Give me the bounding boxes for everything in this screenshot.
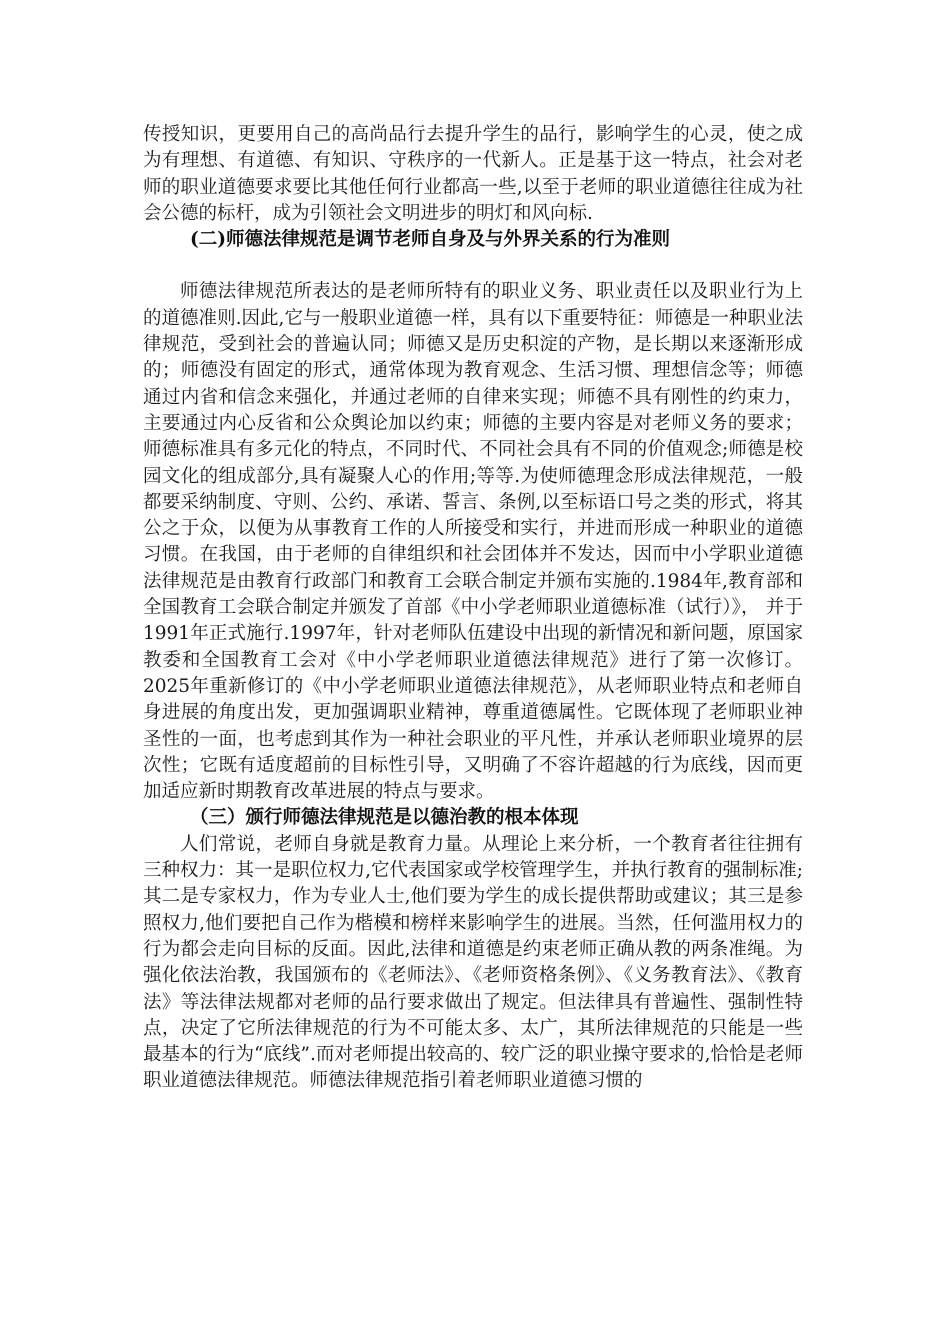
section-3-paragraph: 人们常说，老师自身就是教育力量。从理论上来分析，一个教育者往往拥有三种权力：其一是职位权力,它代表国家或学校管理学生，并执行教育的强制标准;其二是专家权力，作为专业人士,他们要为学生的成长提供帮助或建议；其三是参照权力,他们要把自己作为楷模和榜样来影响学生的进展。当然，任何滥用权力的行为都会走向目标的反面。因此,法律和道德是约束老师正确从教的两条准绳。为强化依法治教，我国颁布的《老师法》、《老师资格条例》、《义务教育法》、《教育法》等法律法规都对老师的品行要求做出了规定。但法律具有普遍性、强制性特点，决定了它所法律规范的行为不可能太多、太广，其所法律规范的只能是一些最基本的行为“底线”.而对老师提出较高的、较广泛的职业操守要求的,恰恰是老师职业道德法律规范。师德法律规范指引着老师职业道德习惯的 [143, 833, 803, 1092]
section-heading-3: （三）颁行师德法律规范是以德治教的根本体现 [190, 807, 579, 829]
paragraph-spacer [143, 253, 803, 279]
document-page [143, 122, 803, 1095]
section-2-paragraph: 师德法律规范所表达的是老师所特有的职业义务、职业责任以及职业行为上的道德准则.因此,它与一般职业道德一样，具有以下重要特征：师德是一种职业法律规范，受到社会的普遍认同；师德又是历史积淀的产物，是长期以来逐渐形成的；师德没有固定的形式，通常体现为教育观念、生活习惯、理想信念等；师德通过内省和信念来强化，并通过老师的自律来实现；师德不具有刚性的约束力，主要通过内心反省和公众舆论加以约束；师德的主要内容是对老师义务的要求；师德标准具有多元化的特点，不同时代、不同社会具有不同的价值观念;师德是校园文化的组成部分,具有凝聚人心的作用;等等.为使师德理念形成法律规范，一般都要采纳制度、守则、公约、承诺、誓言、条例,以至标语口号之类的形式，将其公之于众，以便为从事教育工作的人所接受和实行，并进而形成一种职业的道德习惯。在我国，由于老师的自律组织和社会团体并不发达，因而中小学职业道德法律规范是由教育行政部门和教育工会联合制定并颁布实施的.1984年,教育部和全国教育工会联合制定并颁发了首部《中小学老师职业道德标准（试行）》， 并于1991年正式施行.1997年，针对老师队伍建设中出现的新情况和新问题，原国家教委和全国教育工会对《中小学老师职业道德法律规范》进行了第一次修订。2025年重新修订的《中小学老师职业道德法律规范》，从老师职业特点和老师自身进展的角度出发，更加强调职业精神，尊重道德属性。它既体现了老师职业神圣性的一面，也考虑到其作为一种社会职业的平凡性，并承认老师职业境界的层次性；它既有适度超前的目标性引导，又明确了不容许超越的行为底线，因而更加适应新时期教育改革进展的特点与要求。 [143, 281, 803, 803]
intro-paragraph: 传授知识，更要用自己的高尚品行去提升学生的品行，影响学生的心灵，使之成为有理想、有道德、有知识、守秩序的一代新人。正是基于这一特点，社会对老师的职业道德要求要比其他任何行业都高一些,以至于老师的职业道德往往成为社会公德的标杆，成为引领社会文明进步的明灯和风向标. [143, 124, 803, 224]
section-heading-2: (二)师德法律规范是调节老师自身及与外界关系的行为准则 [190, 229, 671, 251]
